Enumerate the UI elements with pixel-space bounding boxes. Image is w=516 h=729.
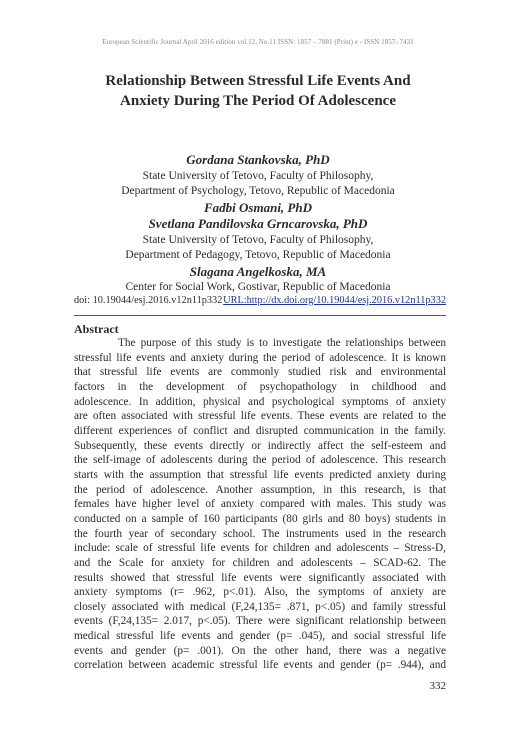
doi-row (74, 295, 446, 306)
abstract-line: events (F,24,135= 2.017, p<.05). There were significant relationship between (74, 615, 446, 628)
page-number: 332 (429, 680, 446, 692)
author-name: Gordana Stankovska, PhD (186, 152, 330, 167)
abstract-body (74, 336, 446, 673)
abstract-line: adolescence. In addition, physical and psychological symptoms of anxiety (74, 395, 446, 408)
author-affiliation: Department of Pedagogy, Tetovo, Republic of Macedonia (125, 249, 391, 262)
abstract-line: results showed that stressful life events were significantly associated with (74, 571, 446, 584)
abstract-line: The purpose of this study is to investigate the relationships between (118, 337, 446, 349)
abstract-line: starts with the assumption that stressful life events predicted anxiety during (74, 468, 446, 481)
abstract-line: the fourth year of secondary school. The instruments used in the research (74, 527, 446, 540)
abstract-line: stressful life events and anxiety during the period of adolescence. It is known (74, 351, 446, 364)
abstract-line: different experiences of conflict and disrupted communication in the family. (74, 424, 446, 437)
author-affiliation: Center for Social Work, Gostivar, Republic of Macedonia (125, 281, 391, 294)
title-line-1: Relationship Between Stressful Life Events And (105, 73, 411, 89)
abstract-line: and the Scale for anxiety for children and adolescents – SCAD-62. The (74, 556, 446, 569)
abstract-line: anxiety symptoms (r= .962, p<.01). Also, the symptoms of anxiety are (74, 586, 446, 599)
running-header: European Scientific Journal April 2016 edition vol.12, No.11 ISSN: 1857 – 7881 (Print) e - ISSN 1857- 7431 (102, 38, 414, 46)
abstract-line: factors in the development of psychopathology in childhood and (74, 380, 446, 393)
abstract-line: the period of adolescence. Another assumption, in this research, is that (74, 483, 446, 496)
author-name: Fadbi Osmani, PhD (204, 199, 312, 215)
abstract-heading: Abstract (74, 322, 119, 336)
abstract-line: correlation between academic stressful life events and gender (p= .944), and (74, 659, 446, 672)
title-line-2: Anxiety During The Period Of Adolescence (120, 93, 396, 109)
author-affiliation: State University of Tetovo, Faculty of Philosophy, (142, 169, 374, 182)
abstract-line: closely associated with medical (F,24,135= .871, p<.05) and family stressful (74, 600, 446, 613)
abstract-line: females have higher level of anxiety compared with males. This study was (74, 498, 446, 511)
abstract-line: are often associated with stressful life events. These events are related to the (74, 410, 446, 423)
abstract-line: that stressful life events are commonly studied risk and environmental (74, 366, 446, 379)
abstract-line: events and gender (p= .001). On the other hand, there was a negative (74, 644, 446, 657)
abstract-line: Subsequently, these events directly or indirectly affect the self-esteem and (74, 439, 446, 452)
doi-text: doi: 10.19044/esj.2016.v12n11p332 (74, 295, 223, 306)
abstract-line: medical stressful life events and gender (p= .045), and social stressful life (74, 630, 446, 643)
abstract-line: the self-image of adolescents during the period of adolescence. This research (74, 454, 446, 467)
author-affiliation: Department of Psychology, Tetovo, Republic of Macedonia (121, 185, 395, 198)
doi-url-link[interactable]: URL:http://dx.doi.org/10.19044/esj.2016.v12n11p332 (223, 295, 446, 306)
author-name: Svetlana Pandilovska Grncarovska, PhD (148, 216, 368, 232)
author-affiliation: State University of Tetovo, Faculty of Philosophy, (142, 233, 374, 246)
abstract-line: conducted on a sample of 160 participants (80 girls and 80 boys) students in (74, 512, 446, 525)
section-divider (74, 315, 446, 316)
abstract-line: include: scale of stressful life events for children and adolescents – Stress-D, (74, 542, 446, 555)
author-name: Slagana Angelkoska, MA (189, 263, 327, 279)
paper-title (60, 71, 456, 111)
author-list (40, 152, 476, 296)
